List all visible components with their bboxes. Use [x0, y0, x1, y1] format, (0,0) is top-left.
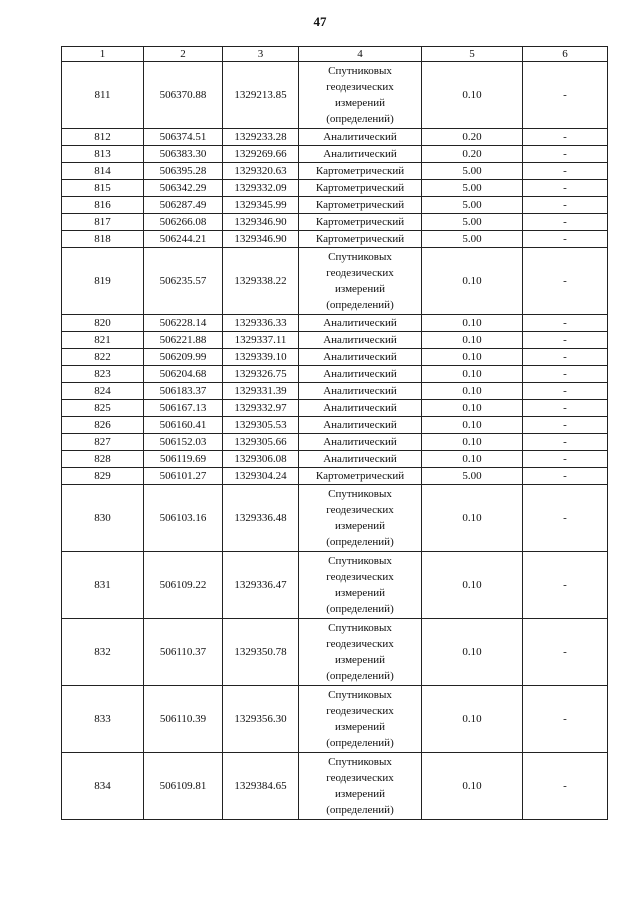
table-header: [62, 47, 608, 62]
accuracy-cell: 0.10: [422, 248, 523, 315]
accuracy-cell: 0.20: [422, 129, 523, 146]
column-header-5: 5: [422, 47, 523, 62]
method-cell: [299, 619, 422, 686]
accuracy-cell: 5.00: [422, 231, 523, 248]
y-coordinate-cell: 1329336.48: [223, 485, 299, 552]
x-coordinate-cell: 506235.57: [144, 248, 223, 315]
note-cell: -: [523, 129, 608, 146]
x-coordinate-cell: 506342.29: [144, 180, 223, 197]
point-number-cell: 828: [62, 451, 144, 468]
table-row: [62, 619, 608, 686]
x-coordinate-cell: 506221.88: [144, 332, 223, 349]
method-text-line: Спутниковых: [328, 65, 392, 77]
method-text-line: Аналитический: [323, 385, 397, 397]
note-cell: -: [523, 434, 608, 451]
method-text-line: геодезических: [326, 267, 394, 279]
x-coordinate-cell: 506109.81: [144, 753, 223, 820]
method-cell: [299, 468, 422, 485]
column-header-3: 3: [223, 47, 299, 62]
method-text-line: Аналитический: [323, 351, 397, 363]
method-text-line: измерений: [335, 654, 385, 666]
x-coordinate-cell: 506110.37: [144, 619, 223, 686]
page-number: 47: [313, 14, 327, 29]
method-text-line: Аналитический: [323, 317, 397, 329]
table-row: [62, 686, 608, 753]
y-coordinate-cell: 1329320.63: [223, 163, 299, 180]
x-coordinate-cell: 506266.08: [144, 214, 223, 231]
y-coordinate-cell: 1329356.30: [223, 686, 299, 753]
x-coordinate-cell: 506383.30: [144, 146, 223, 163]
method-text-line: Аналитический: [323, 334, 397, 346]
accuracy-cell: 0.20: [422, 146, 523, 163]
point-number-cell: 826: [62, 417, 144, 434]
note-cell: -: [523, 383, 608, 400]
accuracy-cell: 5.00: [422, 197, 523, 214]
note-cell: -: [523, 214, 608, 231]
method-cell: [299, 485, 422, 552]
table-row: [62, 434, 608, 451]
table-row: [62, 146, 608, 163]
note-cell: -: [523, 163, 608, 180]
method-text-line: (определений): [326, 536, 394, 548]
x-coordinate-cell: 506152.03: [144, 434, 223, 451]
method-text-line: Картометрический: [315, 216, 405, 228]
note-cell: -: [523, 417, 608, 434]
accuracy-cell: 0.10: [422, 366, 523, 383]
method-text-line: Аналитический: [323, 368, 397, 380]
method-cell: [299, 451, 422, 468]
method-text-line: Картометрический: [315, 182, 405, 194]
method-cell: [299, 383, 422, 400]
note-cell: -: [523, 332, 608, 349]
method-text-line: Аналитический: [323, 402, 397, 414]
accuracy-cell: 0.10: [422, 400, 523, 417]
table-row: [62, 62, 608, 129]
note-cell: -: [523, 485, 608, 552]
table-row: [62, 485, 608, 552]
table-row: [62, 231, 608, 248]
method-text-line: (определений): [326, 603, 394, 615]
note-cell: -: [523, 315, 608, 332]
y-coordinate-cell: 1329213.85: [223, 62, 299, 129]
point-number-cell: 816: [62, 197, 144, 214]
method-text-line: (определений): [326, 804, 394, 816]
y-coordinate-cell: 1329326.75: [223, 366, 299, 383]
method-cell: [299, 146, 422, 163]
x-coordinate-cell: 506103.16: [144, 485, 223, 552]
note-cell: -: [523, 451, 608, 468]
point-number-cell: 834: [62, 753, 144, 820]
note-cell: -: [523, 366, 608, 383]
table-row: [62, 129, 608, 146]
table-row: [62, 366, 608, 383]
method-text-line: измерений: [335, 587, 385, 599]
method-text-line: Спутниковых: [328, 689, 392, 701]
note-cell: -: [523, 468, 608, 485]
x-coordinate-cell: 506109.22: [144, 552, 223, 619]
method-text-line: геодезических: [326, 81, 394, 93]
x-coordinate-cell: 506101.27: [144, 468, 223, 485]
method-text-line: Спутниковых: [328, 555, 392, 567]
x-coordinate-cell: 506228.14: [144, 315, 223, 332]
point-number-cell: 820: [62, 315, 144, 332]
method-cell: [299, 129, 422, 146]
method-cell: [299, 434, 422, 451]
y-coordinate-cell: 1329336.47: [223, 552, 299, 619]
point-number-cell: 812: [62, 129, 144, 146]
note-cell: -: [523, 552, 608, 619]
y-coordinate-cell: 1329332.09: [223, 180, 299, 197]
point-number-cell: 814: [62, 163, 144, 180]
note-cell: -: [523, 349, 608, 366]
method-cell: [299, 552, 422, 619]
method-cell: [299, 231, 422, 248]
method-text-line: геодезических: [326, 504, 394, 516]
point-number-cell: 823: [62, 366, 144, 383]
x-coordinate-cell: 506119.69: [144, 451, 223, 468]
note-cell: -: [523, 753, 608, 820]
x-coordinate-cell: 506287.49: [144, 197, 223, 214]
point-number-cell: 830: [62, 485, 144, 552]
method-text-line: измерений: [335, 520, 385, 532]
header-row: [62, 47, 608, 62]
table-row: [62, 400, 608, 417]
method-text-line: Аналитический: [323, 131, 397, 143]
y-coordinate-cell: 1329337.11: [223, 332, 299, 349]
point-number-cell: 827: [62, 434, 144, 451]
accuracy-cell: 0.10: [422, 451, 523, 468]
method-text-line: Спутниковых: [328, 251, 392, 263]
table-row: [62, 417, 608, 434]
note-cell: -: [523, 197, 608, 214]
x-coordinate-cell: 506167.13: [144, 400, 223, 417]
note-cell: -: [523, 686, 608, 753]
point-number-cell: 815: [62, 180, 144, 197]
accuracy-cell: 0.10: [422, 417, 523, 434]
method-cell: [299, 349, 422, 366]
method-cell: [299, 417, 422, 434]
method-text-line: (определений): [326, 299, 394, 311]
method-text-line: (определений): [326, 737, 394, 749]
x-coordinate-cell: 506110.39: [144, 686, 223, 753]
method-text-line: Картометрический: [315, 470, 405, 482]
table-row: [62, 248, 608, 315]
accuracy-cell: 0.10: [422, 434, 523, 451]
point-number-cell: 817: [62, 214, 144, 231]
column-header-6: 6: [523, 47, 608, 62]
point-number-cell: 821: [62, 332, 144, 349]
method-text-line: геодезических: [326, 772, 394, 784]
table-row: [62, 383, 608, 400]
point-number-cell: 832: [62, 619, 144, 686]
method-cell: [299, 62, 422, 129]
method-text-line: Спутниковых: [328, 488, 392, 500]
method-text-line: геодезических: [326, 638, 394, 650]
table-row: [62, 468, 608, 485]
accuracy-cell: 0.10: [422, 315, 523, 332]
method-cell: [299, 214, 422, 231]
accuracy-cell: 0.10: [422, 753, 523, 820]
accuracy-cell: 0.10: [422, 62, 523, 129]
x-coordinate-cell: 506370.88: [144, 62, 223, 129]
y-coordinate-cell: 1329331.39: [223, 383, 299, 400]
note-cell: -: [523, 619, 608, 686]
method-cell: [299, 315, 422, 332]
x-coordinate-cell: 506160.41: [144, 417, 223, 434]
y-coordinate-cell: 1329338.22: [223, 248, 299, 315]
y-coordinate-cell: 1329269.66: [223, 146, 299, 163]
method-text-line: Аналитический: [323, 453, 397, 465]
note-cell: -: [523, 231, 608, 248]
method-text-line: Картометрический: [315, 233, 405, 245]
point-number-cell: 813: [62, 146, 144, 163]
method-text-line: Картометрический: [315, 165, 405, 177]
accuracy-cell: 0.10: [422, 686, 523, 753]
table-row: [62, 214, 608, 231]
y-coordinate-cell: 1329384.65: [223, 753, 299, 820]
y-coordinate-cell: 1329350.78: [223, 619, 299, 686]
method-cell: [299, 686, 422, 753]
method-text-line: геодезических: [326, 705, 394, 717]
y-coordinate-cell: 1329233.28: [223, 129, 299, 146]
column-header-1: 1: [62, 47, 144, 62]
table-row: [62, 349, 608, 366]
y-coordinate-cell: 1329345.99: [223, 197, 299, 214]
accuracy-cell: 0.10: [422, 619, 523, 686]
accuracy-cell: 0.10: [422, 383, 523, 400]
accuracy-cell: 5.00: [422, 214, 523, 231]
table-row: [62, 180, 608, 197]
point-number-cell: 822: [62, 349, 144, 366]
accuracy-cell: 0.10: [422, 485, 523, 552]
method-text-line: измерений: [335, 721, 385, 733]
table-row: [62, 753, 608, 820]
accuracy-cell: 0.10: [422, 552, 523, 619]
method-text-line: измерений: [335, 283, 385, 295]
method-cell: [299, 366, 422, 383]
x-coordinate-cell: 506204.68: [144, 366, 223, 383]
point-number-cell: 829: [62, 468, 144, 485]
x-coordinate-cell: 506209.99: [144, 349, 223, 366]
y-coordinate-cell: 1329339.10: [223, 349, 299, 366]
table-row: [62, 315, 608, 332]
method-text-line: измерений: [335, 788, 385, 800]
method-text-line: (определений): [326, 670, 394, 682]
note-cell: -: [523, 248, 608, 315]
note-cell: -: [523, 180, 608, 197]
method-text-line: Спутниковых: [328, 756, 392, 768]
point-number-cell: 825: [62, 400, 144, 417]
accuracy-cell: 5.00: [422, 468, 523, 485]
x-coordinate-cell: 506244.21: [144, 231, 223, 248]
table-body: [62, 62, 608, 820]
column-header-2: 2: [144, 47, 223, 62]
method-text-line: Спутниковых: [328, 622, 392, 634]
method-text-line: Аналитический: [323, 419, 397, 431]
method-cell: [299, 248, 422, 315]
method-cell: [299, 197, 422, 214]
point-number-cell: 818: [62, 231, 144, 248]
table-row: [62, 552, 608, 619]
point-number-cell: 833: [62, 686, 144, 753]
method-text-line: (определений): [326, 113, 394, 125]
point-number-cell: 811: [62, 62, 144, 129]
x-coordinate-cell: 506183.37: [144, 383, 223, 400]
y-coordinate-cell: 1329336.33: [223, 315, 299, 332]
y-coordinate-cell: 1329346.90: [223, 231, 299, 248]
note-cell: -: [523, 146, 608, 163]
note-cell: -: [523, 62, 608, 129]
method-text-line: Картометрический: [315, 199, 405, 211]
method-text-line: геодезических: [326, 571, 394, 583]
x-coordinate-cell: 506374.51: [144, 129, 223, 146]
point-number-cell: 831: [62, 552, 144, 619]
column-header-4: 4: [299, 47, 422, 62]
accuracy-cell: 5.00: [422, 163, 523, 180]
method-text-line: Аналитический: [323, 148, 397, 160]
method-text-line: измерений: [335, 97, 385, 109]
table-row: [62, 332, 608, 349]
method-cell: [299, 163, 422, 180]
y-coordinate-cell: 1329332.97: [223, 400, 299, 417]
x-coordinate-cell: 506395.28: [144, 163, 223, 180]
point-number-cell: 819: [62, 248, 144, 315]
method-cell: [299, 753, 422, 820]
note-cell: -: [523, 400, 608, 417]
method-text-line: Аналитический: [323, 436, 397, 448]
method-cell: [299, 400, 422, 417]
y-coordinate-cell: 1329306.08: [223, 451, 299, 468]
method-cell: [299, 332, 422, 349]
accuracy-cell: 0.10: [422, 349, 523, 366]
table-row: [62, 451, 608, 468]
coordinates-table: [61, 46, 608, 820]
y-coordinate-cell: 1329304.24: [223, 468, 299, 485]
y-coordinate-cell: 1329305.53: [223, 417, 299, 434]
accuracy-cell: 0.10: [422, 332, 523, 349]
table-row: [62, 197, 608, 214]
table-row: [62, 163, 608, 180]
y-coordinate-cell: 1329346.90: [223, 214, 299, 231]
y-coordinate-cell: 1329305.66: [223, 434, 299, 451]
method-cell: [299, 180, 422, 197]
point-number-cell: 824: [62, 383, 144, 400]
accuracy-cell: 5.00: [422, 180, 523, 197]
